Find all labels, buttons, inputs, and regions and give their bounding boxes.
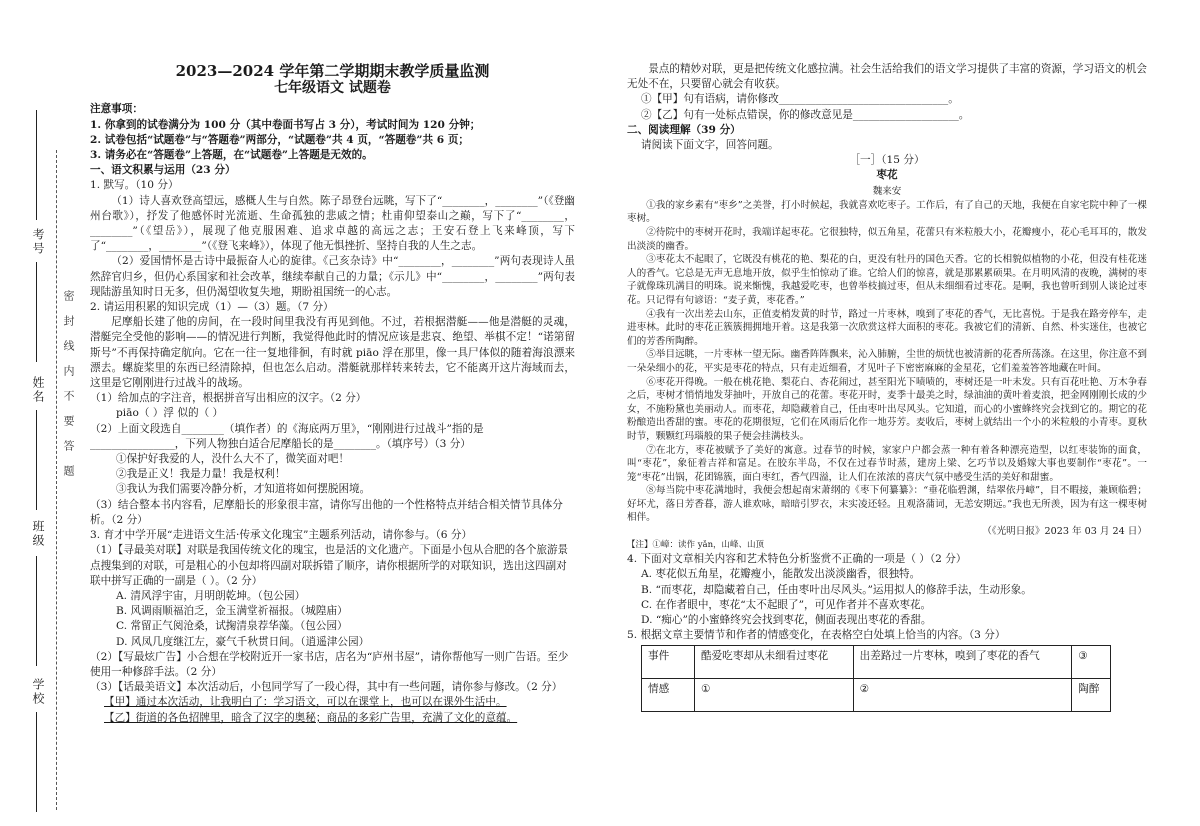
essay-paragraph: ⑦在北方，枣花被赋予了美好的寓意。过春节的时候，家家户户都会蒸一种有着各种漂亮造型，以红枣装饰的面食，叫“枣花”，象征着吉祥和富足。在胶东半岛，不仅在过春节时蒸，建房上梁、乞巧节以及婚嫁大事也要制作“枣花”。一笼“枣花”出锅，花团锦簇，面白枣红，香气四溢，让人们在浓浓的喜庆气氛中感受生活的美好和甜蜜。 bbox=[627, 444, 1147, 483]
exam-no-line-2 bbox=[36, 262, 37, 362]
q3-1-option: D. 风凤几度继江左，豪气千秋贯日间。（逍遥津公园） bbox=[116, 635, 370, 648]
q3-2: （2）【写最炫广告】小合想在学校附近开一家书店，店名为“庐州书屋”，请你帮他写一则广告语。至少使用一种修辞手法。（2 分） bbox=[90, 650, 569, 678]
class-line bbox=[36, 556, 37, 666]
q3-3: （3）【话最美语文】本次活动后，小包同学写了一段心得，其中有一些问题，请你参与修改。（2 分） bbox=[90, 681, 563, 694]
note-item: 3. 请务必在“答题卷”上答题，在“试题卷”上答题是无效的。 bbox=[90, 149, 373, 162]
essay-title: 枣花 bbox=[876, 169, 898, 182]
q3-box-jia: 【甲】通过本次活动，让我明白了：学习语文，可以在课堂上，也可以在课外生活中。 bbox=[104, 696, 507, 709]
table-cell: 事件 bbox=[642, 646, 695, 679]
exam-title: 2023—2024 学年第二学期期末教学质量监测 bbox=[175, 62, 490, 80]
exam-no-label: 考号 bbox=[31, 228, 45, 256]
fix-yi: ②【乙】句有一处标点错误，你的修改意见是____________________。 bbox=[641, 108, 970, 121]
part2-heading: 二、阅读理解（39 分） bbox=[627, 123, 741, 136]
table-cell: 出差路过一片枣林，嗅到了枣花的香气 bbox=[853, 646, 1072, 679]
q2-3: （3）结合整本书内容看，尼摩船长的形象很丰富，请你写出他的一个性格特点并结合相关情节具体分析。（2 分） bbox=[90, 498, 563, 526]
q2-1: （1）给加点的字注音，根据拼音写出相应的汉字。（2 分） bbox=[90, 392, 367, 405]
part2-intro: 请阅读下面文字，回答问题。 bbox=[641, 139, 779, 152]
table-cell[interactable]: ② bbox=[853, 679, 1072, 712]
note-item: 2. 试卷包括“试题卷”与“答题卷”两部分，“试题卷”共 4 页，“答题卷”共 6 页； bbox=[90, 133, 470, 146]
table-cell: 陶醉 bbox=[1072, 679, 1111, 712]
q2-passage: 尼摩船长建了他的房间，在一段时间里我没有再见到他。不过，若根据潜艇——他是潜艇的灵魂，潜艇完全受他的影响——的情况进行判断，我觉得他此时的情况应该是悲哀、绝望、举棋不定！“诺第留斯号”不再保持确定航向。它在一往一复地徘徊，有时就 piāo 浮在那里，像一具尸体似的随着海浪漂来漂去。螺旋桨里的东西已经清除掉，但也怎么启动。潜艇就那样转来转去，它不能离开这片海域而去，这里是它刚刚进行过战斗的战场。 bbox=[90, 316, 575, 390]
school-line bbox=[36, 712, 37, 812]
part1-heading: 一、语文积累与运用（23 分） bbox=[90, 164, 236, 177]
q2-2-option: ②我是正义！我是力量！我是权利！ bbox=[116, 468, 286, 481]
name-line bbox=[36, 410, 37, 510]
emotion-table bbox=[641, 645, 1111, 712]
school-label: 学校 bbox=[31, 678, 45, 706]
exam-subtitle: 七年级语文 试题卷 bbox=[274, 80, 391, 97]
table-cell: 情感 bbox=[642, 679, 695, 712]
essay-note: 【注】①嶂：读作 yǎn，山峰、山顶 bbox=[627, 539, 765, 550]
q3-1: （1）【寻最美对联】对联是我国传统文化的瑰宝，也是活的文化遗产。下面是小包从合肥的各个旅游景点搜集到的对联，可是粗心的小包却将四副对联拆错了顺序，请你根据所学的对联知识，选出这四副对联中拼写正确的一副是（ ）。（2 分） bbox=[90, 544, 569, 587]
name-label: 姓名 bbox=[31, 376, 45, 404]
q4-option: C. 在作者眼中，枣花“太不起眼了”，可见作者并不喜欢枣花。 bbox=[641, 598, 932, 611]
essay-author: 魏来安 bbox=[872, 185, 902, 197]
essay-paragraph: ⑥枣花开得晚。一般在桃花艳、梨花白、杏花闹过，甚至阳光下啧啧的，枣树还是一叶未发。只有百花吐艳、万木争春之后，枣树才悄悄地发芽抽叶，开放自己的花蕾。枣花开时，麦季十最美之时，绿油油的黄叶着麦浪，把金网刚刚长成的少女，不施粉黛也美丽动人。而枣花，却隐藏着自己，任由枣叶出尽风头。它知道，而心的小蜜蜂终究会找到它的。期它的花粉酿造出香甜的蜜。枣花的花期很短，它们在风雨后化作一地芬芳。麦收后，枣树上就结出一个小的米粒般的小青枣。夏秋时节，颗颗红玛瑙般的果子便会挂满枝头。 bbox=[627, 376, 1147, 442]
q2-2: （2）上面文段选自________（填作者）的《海底两万里》，“刚刚进行过战斗”指的是________________，下列人物独白适合尼摩船长的是________。（填序号）（3 分） bbox=[90, 422, 484, 450]
binding-margin bbox=[0, 0, 75, 826]
q3-heading: 3. 育才中学开展“走进语文生活·传承文化瑰宝”主题系列活动，请你参与。（6 分） bbox=[90, 529, 473, 542]
q3-box-continued: 景点的精妙对联，更是把传统文化感拉满。社会生活给我们的语文学习提供了丰富的资源，学习语文的机会无处不在，只要留心就会有收获。 bbox=[627, 63, 1147, 91]
class-label: 班级 bbox=[31, 520, 45, 548]
table-cell[interactable]: ① bbox=[695, 679, 854, 712]
table-row bbox=[642, 679, 1111, 712]
q2-heading: 2. 请运用积累的知识完成（1）—（3）题。（7 分） bbox=[90, 301, 334, 314]
seal-dash-line bbox=[56, 150, 57, 810]
q3-1-option: A. 清风浮宇宙，月明朗乾坤。（包公园） bbox=[116, 589, 306, 602]
essay-paragraph: ⑤举目远眺，一片枣林一望无际。幽香阵阵飘来，沁入肺腑，尘世的烦忧也被清新的花香所荡涤。在这里，你注意不到一朵朵细小的花，平实是枣花的特点，只有走近细看，才见叶子下密密麻麻的金星花，它们羞羞答答地藏在叶间。 bbox=[627, 349, 1147, 374]
essay-paragraph: ②待院中的枣树开花时，我端详起枣花。它很独特，似五角星，花蕾只有米粒般大小，花瓣瘦小，花心毛耳耳的，散发出淡淡的幽香。 bbox=[627, 227, 1147, 252]
table-row bbox=[642, 646, 1111, 679]
seal-warning: 密封线内不要答题 bbox=[62, 290, 75, 490]
right-column bbox=[627, 62, 1147, 712]
section-label: ［一］（15 分） bbox=[849, 154, 925, 167]
q1-heading: 1. 默写。（10 分） bbox=[90, 179, 179, 192]
q2-2-option: ①保护好我爱的人，没什么大不了，微笑面对吧！ bbox=[116, 453, 350, 466]
q3-1-option: B. 风调雨顺福泊乏，金玉满堂祈福报。（城隍庙） bbox=[116, 605, 348, 618]
essay-source: （《光明日报》2023 年 03 月 24 日） bbox=[982, 526, 1147, 538]
q3-1-option: C. 常留正气阅沧桑，试掬清泉荐华藻。（包公园） bbox=[116, 620, 348, 633]
q4-option: A. 枣花似五角星，花瓣瘦小，能散发出淡淡幽香，很独特。 bbox=[641, 568, 921, 581]
essay-paragraph: ①我的家乡素有“枣乡”之美誉，打小时候起，我就喜欢吃枣子。工作后，有了自己的天地，我便在自家宅院中种了一棵枣树。 bbox=[627, 199, 1147, 225]
note-item: 1. 你拿到的试卷满分为 100 分（其中卷面书写占 3 分），考试时间为 120 分钟； bbox=[90, 118, 481, 131]
essay-paragraph: ⑧每当院中枣花满地时，我便会想起南宋萧纲的《枣下何纂纂》：“垂花临碧渊，结翠依丹嶂”，目不暇接，兼顾临碧；好坏尤，落日芳香暮，游人谁欢咏，暗暗引罗衣，末实凌还轻。且观洛蒲词，无恙安期远。”我也无所羡，因为有这一棵枣树相伴。 bbox=[627, 485, 1147, 524]
q1-1: （1）诗人喜欢登高望远，感概人生与自然。陈子昂登台远眺，写下了“________，________”（《登幽州台歌》），抒发了他感怀时光流逝、生命孤独的悲戚之情；杜甫仰望泰山之巅，写下了“________，________”（《望岳》），展现了他克服困难、追求卓越的高远之志；王安石登上飞来峰顶，写下了“________，________”（《登飞来峰》），体现了他无惧挫折、坚持自我的人生之志。 bbox=[90, 194, 575, 253]
q4-option: B. “而枣花，却隐藏着自己，任由枣叶出尽风头。”运用拟人的修辞手法，生动形象。 bbox=[641, 583, 1032, 596]
exam-no-line bbox=[36, 110, 37, 220]
q4: 4. 下面对文章相关内容和艺术特色分析鉴赏不正确的一项是（ ）（2 分） bbox=[627, 553, 967, 566]
essay-paragraph: ④我有一次出差去山东，正值麦梢发黄的时节，路过一片枣林，嗅到了枣花的香气，无比喜悦。于是我在路旁停车，走进枣林。此时的枣花正簇簇拥拥地开着。这是我第一次欣赏这样大面积的枣花。我被它们的清新、自然、朴实迷住，也被它们的芳香所陶醉。 bbox=[627, 308, 1147, 347]
q2-2-option: ③我认为我们需要冷静分析，才知道将如何摆脱困境。 bbox=[116, 483, 371, 496]
q2-1-blanks: piāo（ ）浮 似的（ ） bbox=[116, 407, 224, 420]
q5: 5. 根据文章主要情节和作者的情感变化，在表格空白处填上恰当的内容。（3 分） bbox=[627, 629, 1006, 642]
table-cell: 酷爱吃枣却从未细看过枣花 bbox=[695, 646, 854, 679]
fix-jia: ①【甲】句有语病，请你修改________________________________。 bbox=[641, 93, 959, 106]
q1-2: （2）爱国情怀是古诗中最振奋人心的旋律。《己亥杂诗》中“________，________”两句表现诗人虽然辞官归乡，但仍心系国家和社会改革，继续奉献自己的力量；《示儿》中“________，________”两句表现陆游虽知时日无多，但仍渴望收复失地，期盼祖国统一的心志。 bbox=[90, 255, 575, 298]
left-column bbox=[90, 62, 575, 726]
q4-option: D. “痴心”的小蜜蜂终究会找到枣花，侧面表现出枣花的香甜。 bbox=[641, 614, 932, 627]
notes-heading: 注意事项： bbox=[90, 103, 143, 116]
q3-box-yi: 【乙】街道的各色招牌里，暗含了汉字的奥秘；商品的多彩广告里，充满了文化的意蕴。 bbox=[104, 711, 518, 724]
essay-paragraph: ③枣花太不起眼了，它既没有桃花的艳、梨花的白，更没有牡丹的国色天香。它的长相貌似植物的小花，但没有桂花迷人的香气。它总是无声无息地开放，似乎生怕惊动了谁。它给人们的惊喜，就是那累累硕果。在月明风清的夜晚，满树的枣子就像珠玑满目的明珠。说来惭愧，我越爱吃枣，也曾举枝搞过枣，但从未细细看过枣花。是啊，我也曾听到别人谈论过枣花。只记得有句谚语：“麦子黄，枣花香。” bbox=[627, 254, 1147, 306]
table-cell[interactable]: ③ bbox=[1072, 646, 1111, 679]
